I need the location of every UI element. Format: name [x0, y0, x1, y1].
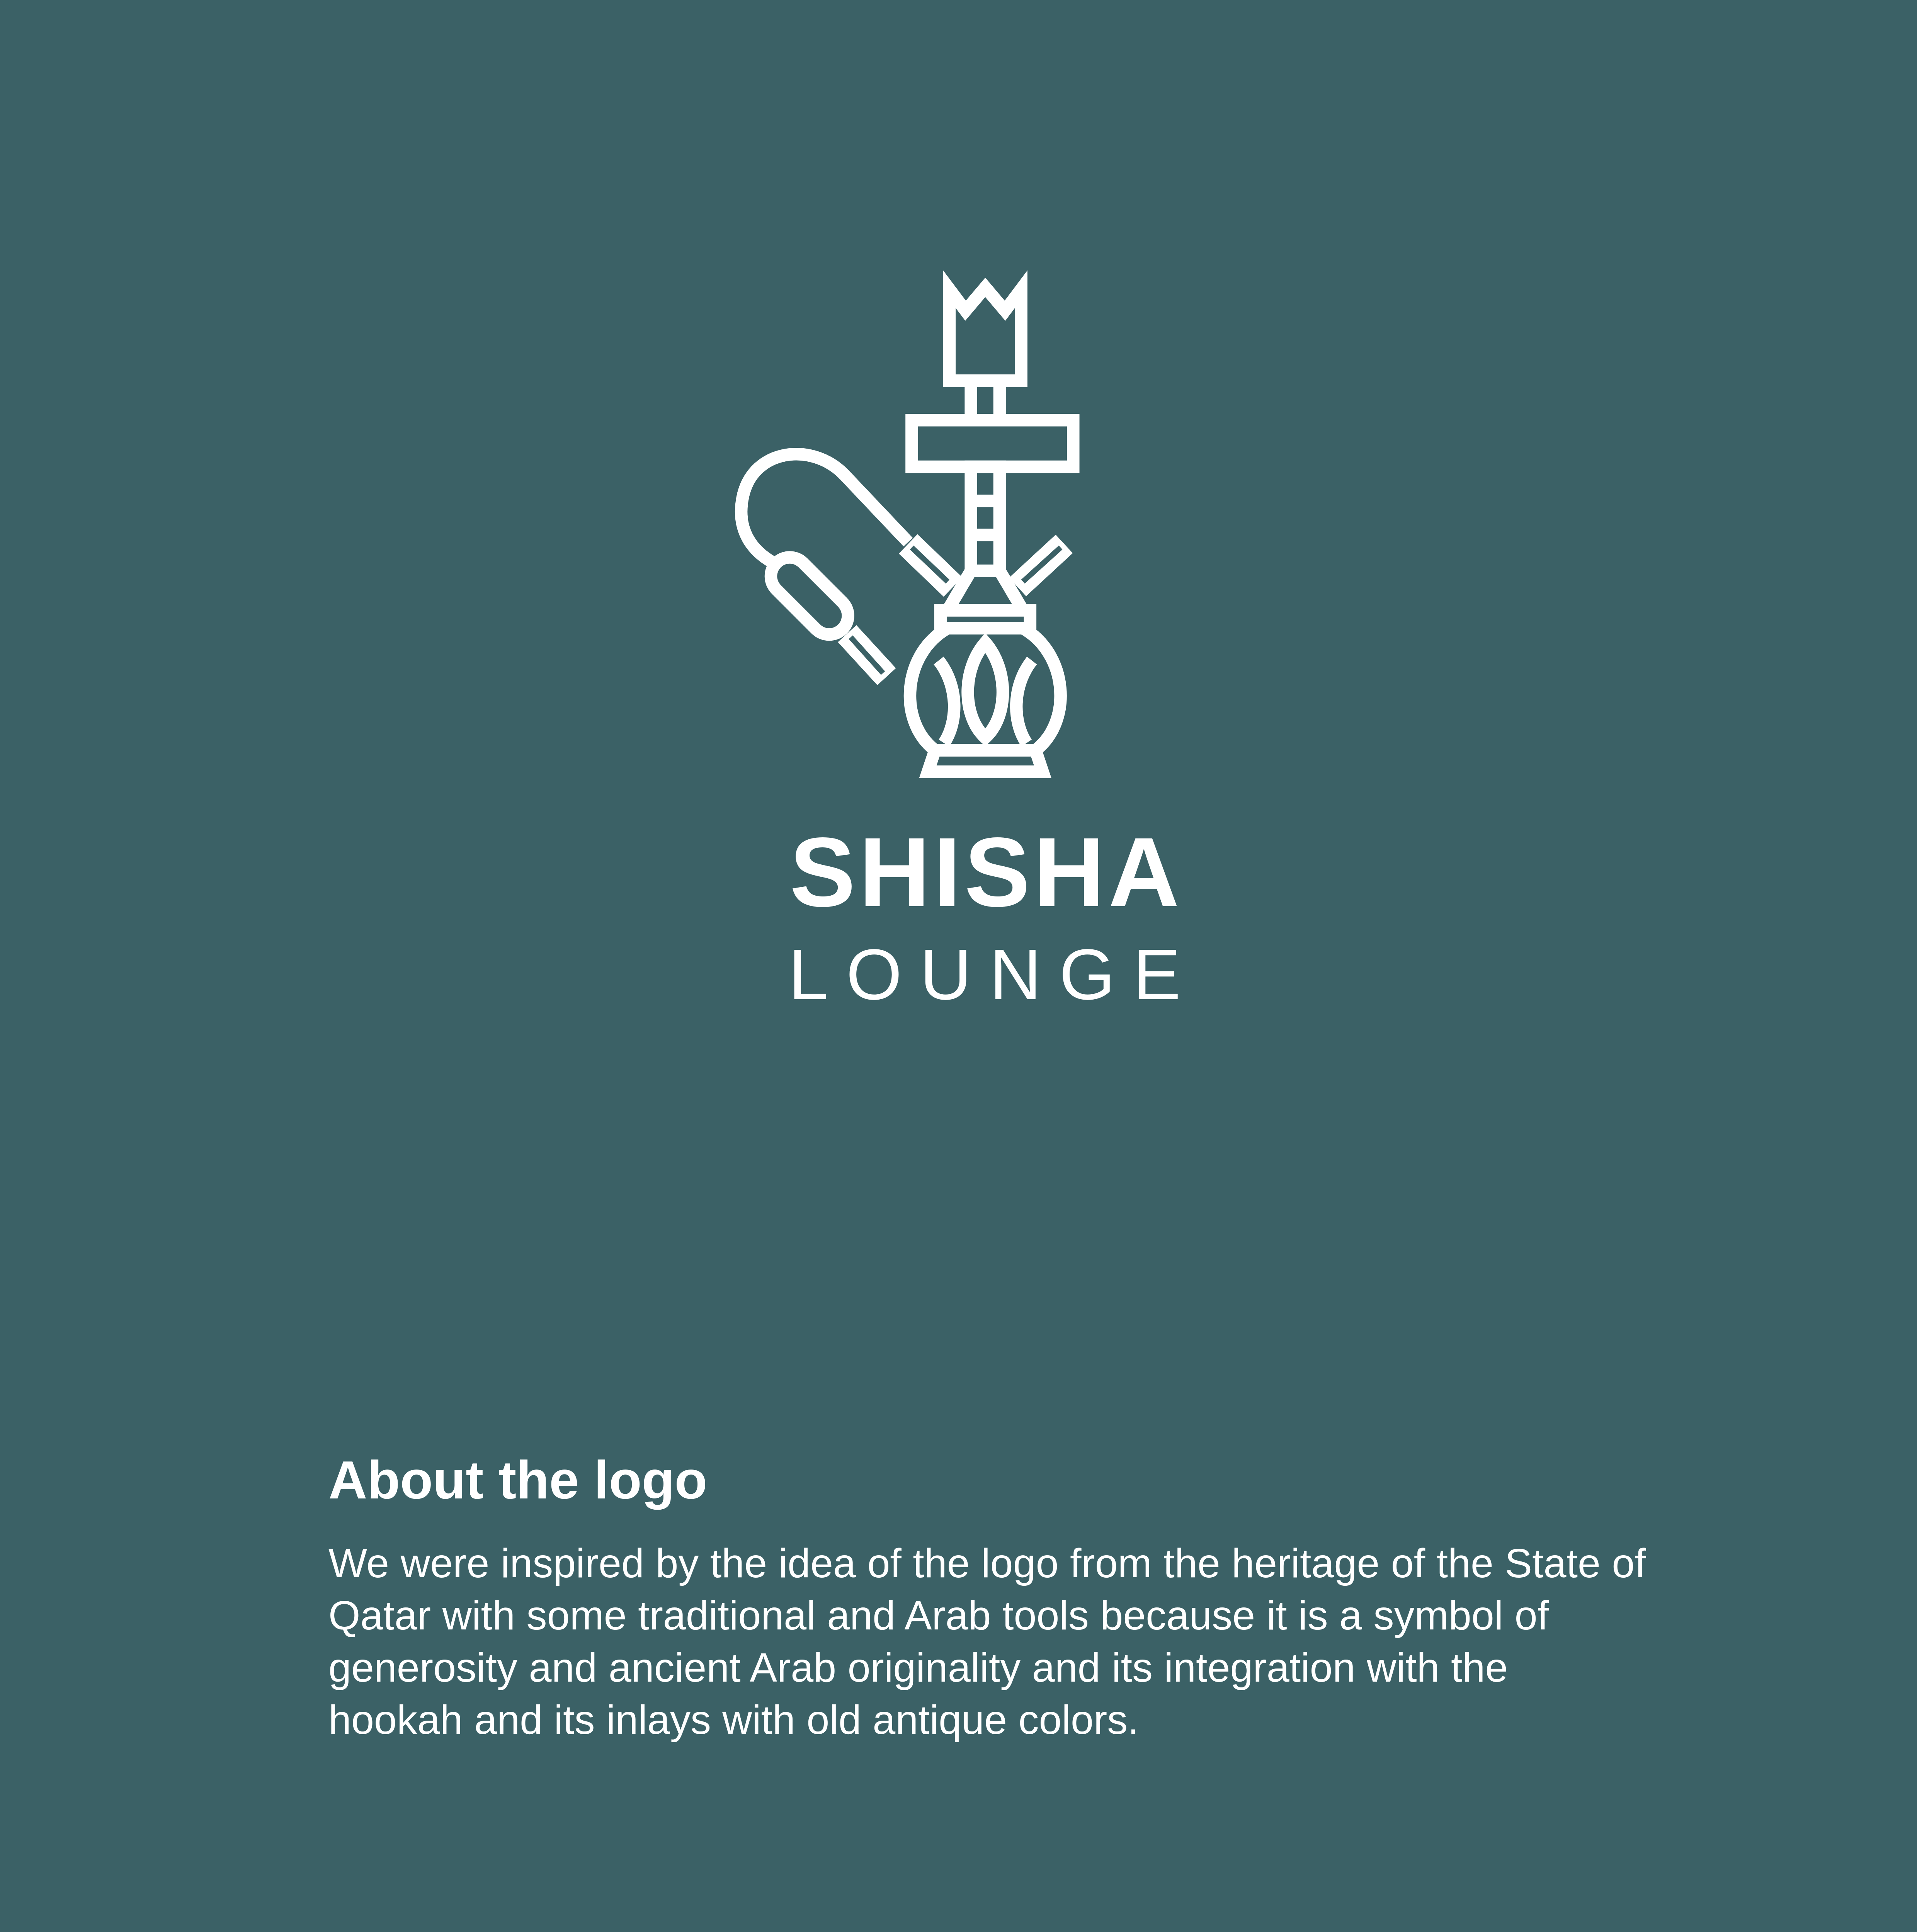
brand-subtitle: LOUNGE	[788, 935, 1199, 1015]
about-paragraph	[328, 1537, 1646, 1746]
mouthpiece	[790, 576, 887, 677]
coal-holder	[949, 287, 1021, 420]
about-line: hookah and its inlays with old antique colors.	[328, 1697, 1139, 1743]
hose-connector	[908, 544, 953, 587]
about-line: generosity and ancient Arab originality and its integration with the	[328, 1645, 1508, 1690]
vase	[910, 571, 1061, 772]
about-line: We were inspired by the idea of the logo from the heritage of the State of	[328, 1541, 1646, 1586]
brand-title: SHISHA	[789, 817, 1183, 927]
about-line: Qatar with some traditional and Arab tools because it is a symbol of	[328, 1593, 1549, 1638]
side-valve	[1017, 544, 1064, 587]
about-heading: About the logo	[328, 1450, 708, 1510]
stem	[971, 467, 1000, 571]
tray	[912, 420, 1073, 467]
hose	[741, 454, 908, 562]
hookah-icon	[718, 269, 1095, 790]
